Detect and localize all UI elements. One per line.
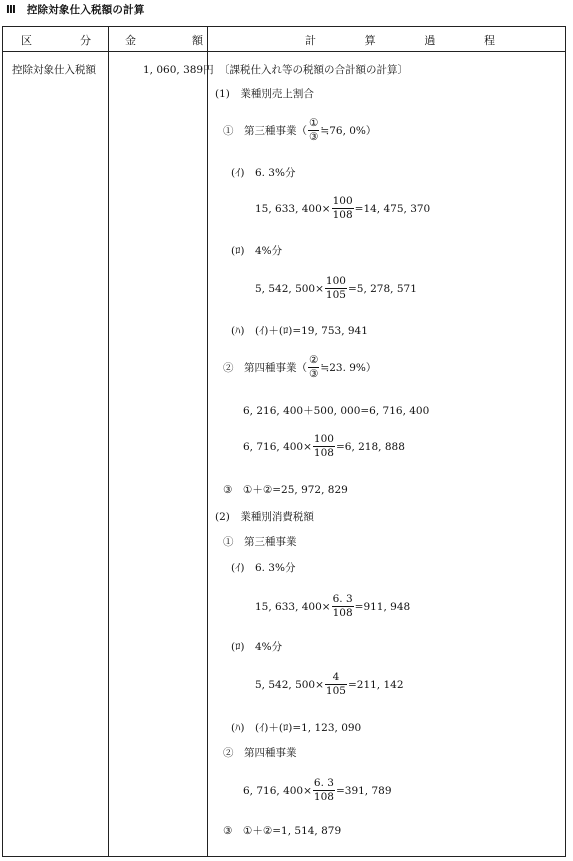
s1-item2-formula: 6, 716, 400× $\frac{100}{108}$ =6, 218, 888: [243, 433, 405, 459]
s2-item1: ① 第三種事業: [223, 536, 297, 548]
s1-a-formula: 15, 633, 400× $\frac{100}{108}$ =14, 475, 370: [255, 195, 431, 221]
s2-item2: ② 第四種事業: [223, 747, 297, 759]
section-title: Ⅲ 控除対象仕入税額の計算: [6, 4, 145, 16]
row-kingaku: 1, 060, 389円: [143, 64, 214, 76]
row-kubun: 控除対象仕入税額: [12, 64, 96, 76]
s1-b-formula: 5, 542, 500× $\frac{100}{105}$ =5, 278, 571: [255, 275, 417, 301]
s1-item2: ② 第四種事業（ $\frac{\text{②}}{\text{③}}$ ≒23. 9%）: [223, 354, 377, 380]
s1-title: (1) 業種別売上割合: [215, 88, 314, 100]
s2-a-formula: 15, 633, 400× $\frac{6. 3}{108}$ =911, 948: [255, 593, 411, 619]
s2-c: (ﾊ) (ｲ)＋(ﾛ)=1, 123, 090: [231, 722, 362, 734]
s1-c: (ﾊ) (ｲ)＋(ﾛ)=19, 753, 941: [231, 325, 368, 337]
s1-item3: ③ ①＋②=25, 972, 829: [223, 484, 348, 496]
s2-item3: ③ ①＋②=1, 514, 879: [223, 825, 342, 837]
s2-item2-formula: 6, 716, 400× $\frac{6. 3}{108}$ =391, 789: [243, 777, 392, 803]
process-heading: 〔課税仕入れ等の税額の合計額の計算〕: [219, 64, 408, 76]
s1-item1: ① 第三種事業（ $\frac{\text{①}}{\text{③}}$ ≒76, 0%）: [223, 117, 377, 143]
s2-title: (2) 業種別消費税額: [215, 511, 314, 523]
s1-a-label: (ｲ) 6. 3%分: [231, 167, 296, 179]
s2-b-formula: 5, 542, 500× $\frac{4}{105}$ =211, 142: [255, 671, 404, 697]
calculation-table: [2, 26, 566, 857]
s2-b-label: (ﾛ) 4%分: [231, 641, 283, 653]
column-divider: [108, 27, 109, 856]
s1-b-label: (ﾛ) 4%分: [231, 245, 283, 257]
column-divider: [207, 27, 208, 856]
header-kubun: 区 分: [21, 34, 91, 47]
header-kingaku: 金 額: [125, 34, 203, 47]
header-keisan: 計 算 過 程: [305, 34, 495, 47]
s1-item2-line1: 6, 216, 400＋500, 000=6, 716, 400: [243, 405, 430, 417]
s2-a-label: (ｲ) 6. 3%分: [231, 562, 296, 574]
header-divider: [3, 51, 565, 52]
